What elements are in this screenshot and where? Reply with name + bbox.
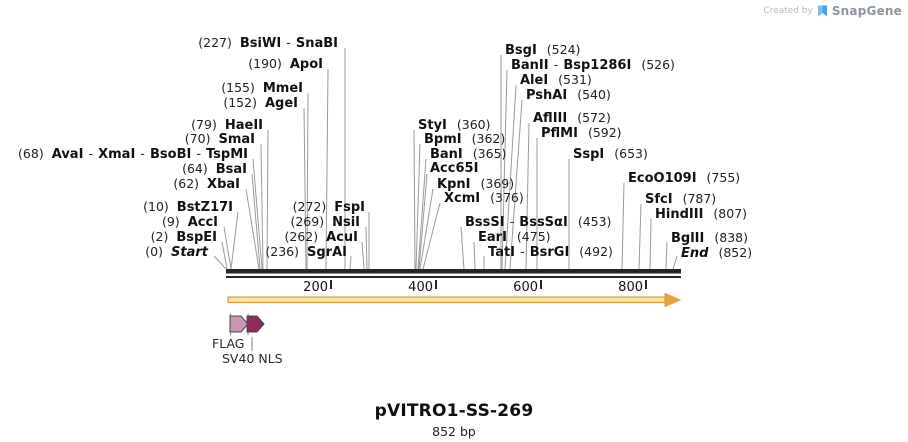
site-label-bglii[interactable] <box>671 231 748 246</box>
site-name: SspI <box>573 147 605 162</box>
leader-styi <box>414 130 415 269</box>
snapgene-flag-icon <box>818 5 827 17</box>
sv40-nls-feature-arrow[interactable] <box>247 316 264 332</box>
site-name: AflIII <box>533 111 568 126</box>
site-pos: (787) <box>682 191 717 206</box>
site-pos: (755) <box>706 170 741 185</box>
site-pos: (10) <box>143 199 169 214</box>
site-name: BglII <box>671 231 705 246</box>
site-name: BsrGI <box>529 245 570 260</box>
site-name: BpmI <box>424 132 462 147</box>
site-pos: (190) <box>248 56 282 71</box>
site-pos: (838) <box>714 230 748 245</box>
leader-bsai <box>252 174 260 269</box>
ruler-ticks <box>331 280 646 289</box>
site-name: SfcI <box>645 192 673 207</box>
leader-ecoo109i <box>622 183 624 269</box>
site-name: ApoI <box>289 57 323 72</box>
site-name: EarI <box>478 230 507 245</box>
site-name: SgrAI <box>307 245 347 260</box>
site-sep: - <box>509 215 515 230</box>
site-pos: (653) <box>614 146 648 161</box>
leader-start <box>214 256 226 269</box>
leader-sfci <box>639 204 641 269</box>
site-label-xbai[interactable] <box>173 177 240 192</box>
site-pos: (540) <box>577 87 611 102</box>
ruler-label-800: 800 <box>618 280 643 295</box>
site-pos: (492) <box>579 244 613 259</box>
site-label-avai-group[interactable] <box>18 147 248 162</box>
sequence-backbone <box>226 269 681 278</box>
site-label-apoi[interactable] <box>248 57 323 72</box>
site-label-start[interactable] <box>145 245 208 260</box>
site-label-sgrai[interactable] <box>265 245 347 260</box>
site-name: FspI <box>334 200 365 215</box>
site-pos: (2) <box>150 229 169 244</box>
site-name: BstZ17I <box>176 200 233 215</box>
leader-bstz17i <box>231 212 238 269</box>
leader-bsssi <box>461 227 464 269</box>
site-name: PflMI <box>541 126 578 141</box>
site-label-bsiwi-snabi[interactable] <box>198 36 338 51</box>
site-label-end[interactable] <box>681 246 752 261</box>
site-name: XbaI <box>207 177 240 192</box>
site-label-pshai[interactable] <box>526 88 611 103</box>
leader-smai <box>261 144 263 269</box>
site-pos: (807) <box>713 206 748 221</box>
site-name: XmaI <box>98 147 136 162</box>
site-pos: (155) <box>221 80 255 95</box>
site-label-acc65i[interactable] <box>430 162 478 176</box>
site-name: SmaI <box>218 132 255 147</box>
site-pos: (70) <box>184 131 211 146</box>
site-label-bpmi[interactable] <box>424 132 505 147</box>
site-pos: (524) <box>546 42 581 57</box>
site-name: HaeII <box>224 118 263 133</box>
site-name: HindIII <box>655 207 704 222</box>
site-sep: - <box>88 147 94 162</box>
site-name: XcmI <box>444 191 481 206</box>
site-name: BsiWI <box>239 36 282 51</box>
site-sep: - <box>553 58 559 73</box>
created-by-text: Created by <box>763 6 813 16</box>
site-name: Bsp1286I <box>563 58 632 73</box>
site-pos: (236) <box>265 244 300 259</box>
site-label-fspi[interactable] <box>293 200 365 215</box>
site-name: SnaBI <box>295 36 338 51</box>
site-label-bani[interactable] <box>430 147 506 162</box>
site-label-sfci[interactable] <box>645 192 716 207</box>
site-name: End <box>681 246 709 261</box>
map-length: 852 bp <box>432 424 476 439</box>
site-pos: (79) <box>191 117 217 132</box>
leader-sgrai <box>350 256 351 269</box>
snapgene-watermark <box>763 4 902 18</box>
site-pos: (572) <box>577 110 611 125</box>
site-label-agei[interactable] <box>223 96 298 111</box>
map-title: pVITRO1-SS-269 <box>374 401 534 421</box>
site-sep: - <box>140 147 145 162</box>
site-name: AvaI <box>51 147 84 162</box>
site-name: BssSαI <box>519 215 568 230</box>
site-label-tati-bsrgi[interactable] <box>488 245 613 260</box>
site-pos: (360) <box>456 117 491 132</box>
selection-arrowhead[interactable] <box>665 294 680 307</box>
site-name: MmeI <box>262 81 303 96</box>
site-pos: (369) <box>480 176 515 191</box>
site-pos: (526) <box>641 57 675 72</box>
site-label-nsii[interactable] <box>290 215 360 230</box>
sv40-nls-feature-label[interactable]: SV40 NLS <box>222 351 283 366</box>
selection-arrow[interactable] <box>228 294 680 307</box>
site-pos: (365) <box>472 146 507 161</box>
site-pos: (475) <box>516 229 551 244</box>
site-label-bsssi[interactable] <box>465 215 611 230</box>
site-name: Start <box>171 245 208 260</box>
site-name: Acc65I <box>430 161 479 176</box>
backbone-top-strand <box>226 269 681 274</box>
site-label-bsai[interactable] <box>182 162 247 177</box>
site-sep: - <box>286 36 291 51</box>
site-label-eari[interactable] <box>478 230 551 245</box>
site-name: NsiI <box>332 215 360 230</box>
site-name: BanI <box>430 147 463 162</box>
site-pos: (262) <box>284 229 319 244</box>
map-title-block <box>0 401 908 439</box>
site-name: KpnI <box>437 177 471 192</box>
site-pos: (531) <box>558 72 592 87</box>
site-name: PshAI <box>526 88 568 103</box>
site-label-smai[interactable] <box>185 132 255 147</box>
site-pos: (152) <box>223 95 257 110</box>
leader-hindiii <box>650 219 651 269</box>
site-name: AcuI <box>326 230 358 245</box>
site-label-acui[interactable] <box>285 230 358 245</box>
ruler-label-600: 600 <box>513 280 538 295</box>
leader-end <box>673 256 677 269</box>
snapgene-brand-text: SnapGene <box>831 4 902 18</box>
site-pos: (453) <box>577 214 612 229</box>
backbone-bottom-strand <box>226 276 681 278</box>
site-name: BspEI <box>176 230 217 245</box>
site-label-banii-bsp1286i[interactable] <box>511 58 675 73</box>
site-name: EcoO109I <box>628 171 697 186</box>
site-label-bstz17i[interactable] <box>143 200 233 215</box>
site-pos: (227) <box>198 35 232 50</box>
site-sep: - <box>520 245 525 260</box>
site-pos: (68) <box>18 146 44 161</box>
site-name: AleI <box>520 73 549 88</box>
site-pos: (62) <box>173 176 200 191</box>
site-label-afliii[interactable] <box>533 111 611 126</box>
site-pos: (9) <box>161 214 180 229</box>
site-name: BssSI <box>465 215 505 230</box>
flag-feature-label[interactable]: FLAG <box>212 336 245 351</box>
site-pos: (376) <box>490 190 524 205</box>
site-label-alei[interactable] <box>520 73 592 88</box>
site-label-sspi[interactable] <box>573 147 648 162</box>
site-pos: (272) <box>292 199 327 214</box>
leader-eari <box>474 242 475 269</box>
site-label-ecoo109i[interactable] <box>628 171 740 186</box>
leader-nsii <box>366 227 367 269</box>
site-name: BsgI <box>505 43 537 58</box>
flag-shape-highlight <box>818 6 823 17</box>
site-pos: (592) <box>587 125 622 140</box>
site-label-hindiii[interactable] <box>655 207 747 222</box>
site-name: BsaI <box>215 162 247 177</box>
site-pos: (852) <box>718 245 753 260</box>
site-label-bsgi[interactable] <box>505 43 580 58</box>
selection-arrow-body[interactable] <box>228 297 665 303</box>
flag-feature-arrow[interactable] <box>230 316 248 332</box>
site-name: BanII <box>511 58 549 73</box>
site-name: StyI <box>418 118 447 133</box>
site-label-bspei[interactable] <box>151 230 217 245</box>
site-pos: (0) <box>145 244 164 259</box>
site-pos: (269) <box>290 214 325 229</box>
site-label-xcmi[interactable] <box>444 191 524 206</box>
leader-acc65i <box>419 174 427 269</box>
site-name: AccI <box>187 215 218 230</box>
site-pos: (362) <box>471 131 506 146</box>
leader-bglii <box>666 242 667 269</box>
leader-acci <box>224 227 231 269</box>
site-sep: - <box>196 147 202 162</box>
site-name: BsoBI <box>150 147 192 162</box>
ruler-label-400: 400 <box>408 280 433 295</box>
site-name: TspMI <box>206 147 248 162</box>
leader-acui <box>362 242 364 269</box>
leader-avai <box>253 159 262 269</box>
site-name: AgeI <box>264 96 298 111</box>
site-pos: (64) <box>182 161 208 176</box>
site-label-mmei[interactable] <box>221 81 303 96</box>
site-label-pflmi[interactable] <box>541 126 622 141</box>
ruler-label-200: 200 <box>303 280 328 295</box>
site-name: TatI <box>488 245 516 260</box>
site-label-acci[interactable] <box>162 215 218 230</box>
